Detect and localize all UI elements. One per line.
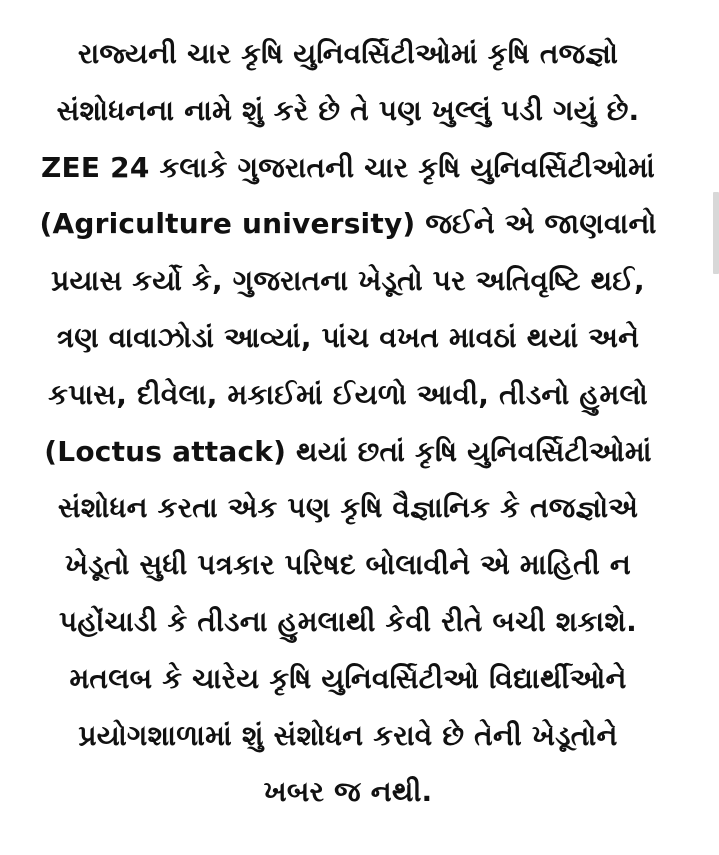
text-line: મતલબ કે ચારેય કૃષિ યુનિવર્સિટીઓ વિદ્યાર્થીઓને <box>69 661 627 695</box>
text-line: (Agriculture university) જઈને એ જાણવાનો <box>39 207 657 241</box>
text-line: ખબર જ નથી. <box>263 775 433 809</box>
text-line: પ્રયોગશાળામાં શું સંશોધન કરાવે છે તેની ખેડૂતોને <box>78 718 618 752</box>
text-line: ખેડૂતો સુધી પત્રકાર પરિષદ બોલાવીને એ માહિતી ન <box>65 548 631 582</box>
scrollbar-thumb[interactable] <box>713 192 719 274</box>
text-line: કપાસ, દીવેલા, મકાઈમાં ઈયળો આવી, તીડનો હુમલો <box>48 377 648 411</box>
text-line: પ્રયાસ કર્યો કે, ગુજરાતના ખેડૂતો પર અતિવૃષ્ટિ થઈ, <box>51 264 645 298</box>
text-line: રાજ્યની ચાર કૃષિ યુનિવર્સિટીઓમાં કૃષિ તજજ્ઞો <box>77 37 619 70</box>
text-line: ત્રણ વાવાઝોડાં આવ્યાં, પાંચ વખત માવઠાં થયાં અને <box>56 320 640 354</box>
text-line: ZEE 24 કલાકે ગુજરાતની ચાર કૃષિ યુનિવર્સિટીઓમાં <box>41 150 655 184</box>
text-line: સંશોધનના નામે શું કરે છે તે પણ ખુલ્લું પડી ગયું છે. <box>56 93 640 127</box>
article-text <box>14 26 682 821</box>
text-line: સંશોધન કરતા એક પણ કૃષિ વૈજ્ઞાનિક કે તજજ્ઞોએ <box>57 491 639 525</box>
text-line: (Loctus attack) થયાં છતાં કૃષિ યુનિવર્સિટીઓમાં <box>44 434 652 468</box>
text-line: પહોંચાડી કે તીડના હુમલાથી કેવી રીતે બચી શકાશે. <box>59 604 637 638</box>
